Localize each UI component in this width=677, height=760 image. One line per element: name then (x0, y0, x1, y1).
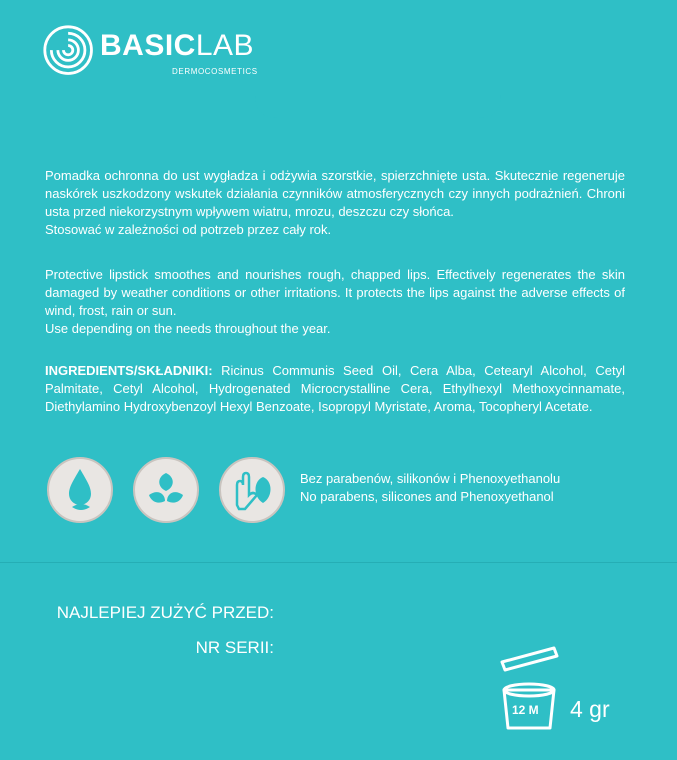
ingredients-block (45, 362, 625, 416)
description-polish-usage: Stosować w zależności od potrzeb przez cały rok. (45, 222, 332, 237)
leaves-icon (131, 455, 201, 525)
description-english-main: Protective lipstick smoothes and nourishes rough, chapped lips. Effectively regenerates the skin damaged by weather conditions or other irritations. It protects the lips against the adverse effects of wind, frost, rain or sun. (45, 267, 625, 318)
ingredients-label: INGREDIENTS/SKŁADNIKI: (45, 363, 213, 378)
hand-leaf-icon (217, 455, 287, 525)
best-before-label: NAJLEPIEJ ZUŻYĆ PRZED: (56, 603, 274, 622)
pao-label: 12 M (512, 703, 539, 717)
net-weight: 4 gr (570, 696, 610, 722)
claims-polish: Bez parabenów, silikonów i Phenoxyethanolu (300, 471, 561, 486)
description-english-usage: Use depending on the needs throughout the year. (45, 321, 331, 336)
basiclab-logo-icon (42, 24, 98, 80)
hanger-notch (0, 0, 677, 130)
brand-name (100, 29, 254, 63)
claims-text (300, 470, 560, 506)
drop-leaf-icon (45, 455, 115, 525)
description-english (45, 266, 625, 338)
brand-name-light: LAB (195, 29, 255, 62)
claims-english: No parabens, silicones and Phenoxyethanol (300, 489, 554, 504)
brand-subtitle: DERMOCOSMETICS (172, 67, 258, 76)
brand-name-bold: BASIC (100, 29, 196, 62)
description-polish-main: Pomadka ochronna do ust wygładza i odżywia szorstkie, spierzchnięte usta. Skutecznie regeneruje naskórek uszkodzony wskutek działania czynników atmosferycznych czy innych podrażnień. Chroni usta przed niekorzystnym wpływem wiatru, mrozu, deszczu czy słońca. (45, 168, 625, 219)
description-polish (45, 167, 625, 239)
ingredients-list: Ricinus Communis Seed Oil, Cera Alba, Cetearyl Alcohol, Cetyl Palmitate, Cetyl Alcohol, Hydrogenated Microcrystalline Cera, Ethylhexyl Methoxycinnamate, Diethylamino Hydroxybenzoyl Hexyl Benzoate, Isopropyl Myristate, Aroma, Tocopheryl Acetate. (45, 363, 625, 414)
batch-number-label: NR SERII: (195, 638, 274, 657)
badge-row (45, 455, 285, 531)
fold-line (0, 562, 677, 563)
